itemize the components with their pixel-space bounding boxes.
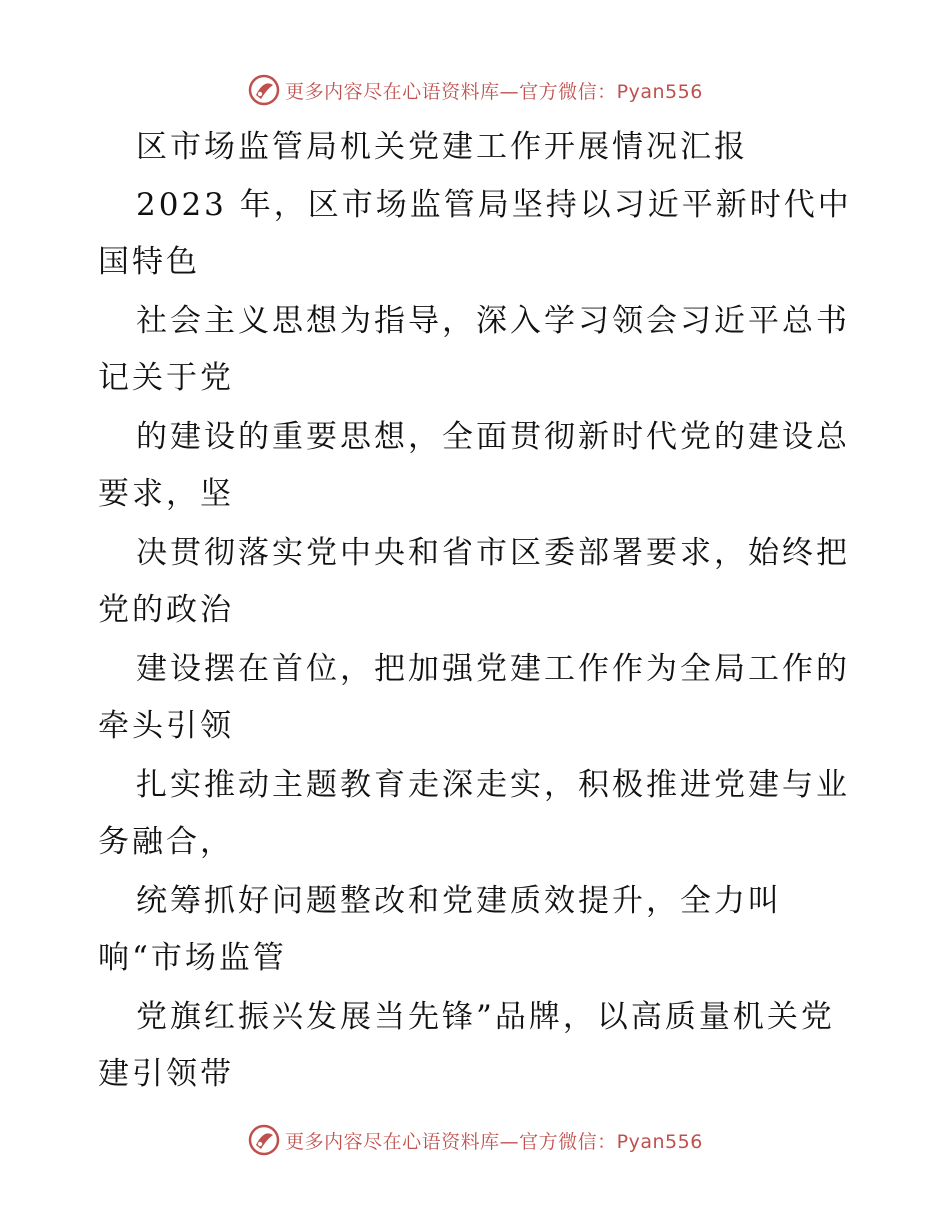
footer-watermark-banner: [0, 1122, 950, 1158]
watermark-text: 更多内容尽在心语资料库—官方微信：Pyan556: [285, 1130, 703, 1153]
document-title: 区市场监管局机关党建工作开展情况汇报: [136, 129, 748, 165]
paragraph-line: 统筹抓好问题整改和党建质效提升，全力叫: [136, 883, 782, 919]
header-watermark-banner: [0, 72, 950, 108]
paragraph-line: 响“市场监管: [98, 940, 287, 976]
paragraph-line: 国特色: [98, 244, 200, 280]
paragraph-line: 社会主义思想为指导，深入学习领会习近平总书: [136, 303, 850, 339]
red-seal-logo-icon: [247, 73, 281, 107]
paragraph-line: 务融合，: [98, 824, 234, 860]
paragraph-line: 建设摆在首位，把加强党建工作作为全局工作的: [136, 651, 850, 687]
paragraph-line: 党的政治: [98, 592, 234, 628]
red-seal-logo-icon: [247, 1123, 281, 1157]
paragraph-line: 的建设的重要思想，全面贯彻新时代党的建设总: [136, 419, 850, 455]
paragraph-line: 要求，坚: [98, 476, 234, 512]
paragraph-line: 2023 年，区市场监管局坚持以习近平新时代中: [136, 187, 852, 223]
paragraph-line: 记关于党: [98, 360, 234, 396]
paragraph-line: 建引领带: [98, 1056, 234, 1092]
paragraph-line: 牵头引领: [98, 708, 234, 744]
paragraph-line: 扎实推动主题教育走深走实，积极推进党建与业: [136, 767, 850, 803]
watermark-text: 更多内容尽在心语资料库—官方微信：Pyan556: [285, 80, 703, 103]
paragraph-line: 党旗红振兴发展当先锋”品牌，以高质量机关党: [136, 999, 835, 1035]
paragraph-line: 决贯彻落实党中央和省市区委部署要求，始终把: [136, 535, 850, 571]
